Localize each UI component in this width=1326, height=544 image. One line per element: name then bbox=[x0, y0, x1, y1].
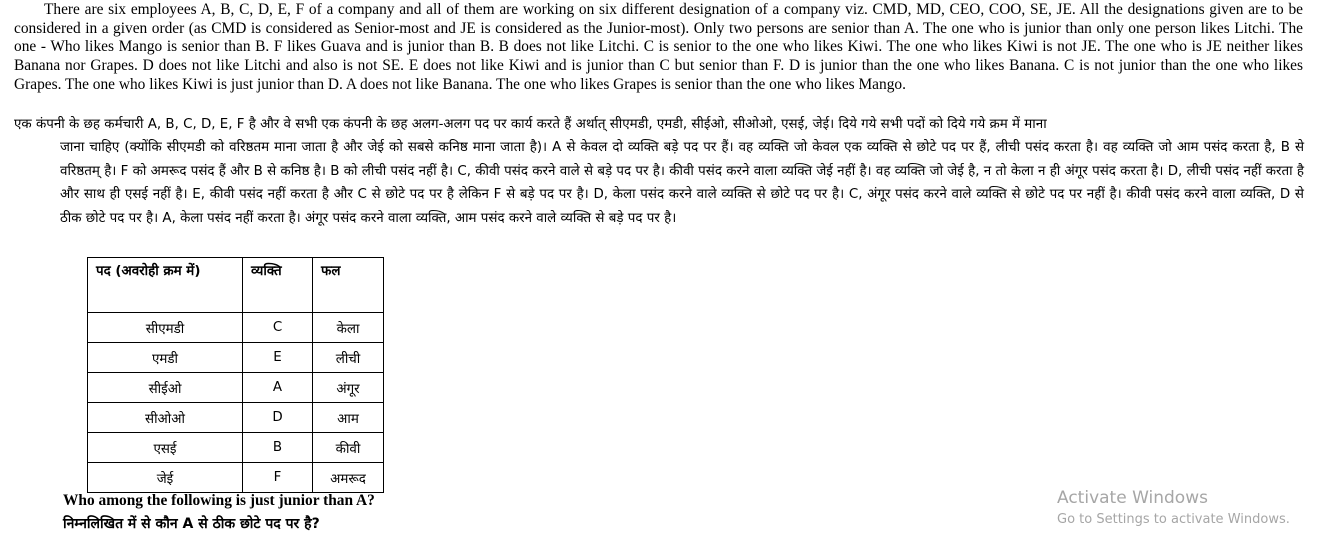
question-english: Who among the following is just junior than A? bbox=[63, 492, 375, 509]
cell-fruit: केला bbox=[313, 313, 384, 343]
cell-fruit: कीवी bbox=[313, 433, 384, 463]
watermark-title: Activate Windows bbox=[1057, 488, 1208, 508]
cell-person: B bbox=[243, 433, 313, 463]
cell-fruit: अमरूद bbox=[313, 463, 384, 493]
solution-table bbox=[87, 257, 384, 493]
hindi-question-paragraph bbox=[14, 113, 1304, 230]
cell-person: E bbox=[243, 343, 313, 373]
table-row bbox=[88, 403, 384, 433]
cell-designation: जेई bbox=[88, 463, 243, 493]
activate-windows-watermark bbox=[1057, 488, 1290, 527]
cell-person: D bbox=[243, 403, 313, 433]
table-row bbox=[88, 373, 384, 403]
cell-person: C bbox=[243, 313, 313, 343]
cell-designation: एसई bbox=[88, 433, 243, 463]
cell-fruit: अंगूर bbox=[313, 373, 384, 403]
table-row bbox=[88, 463, 384, 493]
table-row bbox=[88, 313, 384, 343]
cell-fruit: आम bbox=[313, 403, 384, 433]
watermark-subtitle: Go to Settings to activate Windows. bbox=[1057, 512, 1290, 527]
table-row bbox=[88, 343, 384, 373]
cell-person: A bbox=[243, 373, 313, 403]
table-header-row bbox=[88, 258, 384, 313]
cell-person: F bbox=[243, 463, 313, 493]
hindi-paragraph-continuation: जाना चाहिए (क्योंकि सीएमडी को वरिष्ठतम माना जाता है और जेई को सबसे कनिष्ठ माना जाता है)। A से केवल दो व्यक्ति बड़े पद पर हैं। वह व्यक्ति जो केवल एक व्यक्ति से छोटे पद पर हैं, लीची पसंद करता है। वह व्यक्ति जो आम पसंद करता है, B से वरिष्ठतम् है। F को अमरूद पसंद हैं और B से कनिष्ठ है। B को लीची पसंद नहीं है। C, कीवी पसंद करने वाले से बड़े पद पर है। कीवी पसंद करने वाला व्यक्ति जेई नहीं है। वह व्यक्ति जो जेई है, न तो केला न ही अंगूर पसंद करता है। D, लीची पसंद नहीं करता है और साथ ही एसई नहीं है। E, कीवी पसंद नहीं करता है और C से छोटे पद पर है लेकिन F से बड़े पद पर है। D, केला पसंद करने वाले व्यक्ति से छोटे पद पर है। C, अंगूर पसंद करने वाले व्यक्ति से छोटे पद पर नहीं है। कीवी पसंद करने वाला व्यक्ति, D से ठीक छोटे पद पर है। A, केला पसंद नहीं करता है। अंगूर पसंद करने वाला व्यक्ति, आम पसंद करने वाले व्यक्ति से बड़े पद पर है। bbox=[60, 140, 1304, 226]
hindi-paragraph-first-line: एक कंपनी के छह कर्मचारी A, B, C, D, E, F है और वे सभी एक कंपनी के छह अलग-अलग पद पर कार्य करते हैं अर्थात् सीएमडी, एमडी, सीईओ, सीओओ, एसई, जेई। दिये गये सभी पदों को दिये गये क्रम में माना bbox=[14, 117, 1047, 132]
header-person: व्यक्ति bbox=[243, 258, 313, 313]
cell-designation: एमडी bbox=[88, 343, 243, 373]
cell-fruit: लीची bbox=[313, 343, 384, 373]
table-row bbox=[88, 433, 384, 463]
cell-designation: सीओओ bbox=[88, 403, 243, 433]
cell-designation: सीएमडी bbox=[88, 313, 243, 343]
header-designation: पद (अवरोही क्रम में) bbox=[88, 258, 243, 313]
header-fruit: फल bbox=[313, 258, 384, 313]
english-question-paragraph: There are six employees A, B, C, D, E, F of a company and all of them are working on six different designation of a company viz. CMD, MD, CEO, COO, SE, JE. All the designations given are to be considered in a given order (as CMD is considered as Senior-most and JE is considered as the Junior-most). Only two persons are senior than A. The one who is junior than only one person likes Litchi. The one - Who likes Mango is senior than B. F likes Guava and is junior than B. B does not like Litchi. C is senior to the one who likes Kiwi. The one who likes Kiwi is not JE. The one who is JE neither likes Banana nor Grapes. D does not like Litchi and also is not SE. E does not like Kiwi and is junior than C but senior than F. D is junior than the one who likes Banana. C is not junior than the one who likes Grapes. The one who likes Kiwi is just junior than D. A does not like Banana. The one who likes Grapes is senior than the one who likes Mango. bbox=[14, 1, 1303, 93]
cell-designation: सीईओ bbox=[88, 373, 243, 403]
question-hindi: निम्नलिखित में से कौन A से ठीक छोटे पद पर है? bbox=[63, 516, 320, 532]
